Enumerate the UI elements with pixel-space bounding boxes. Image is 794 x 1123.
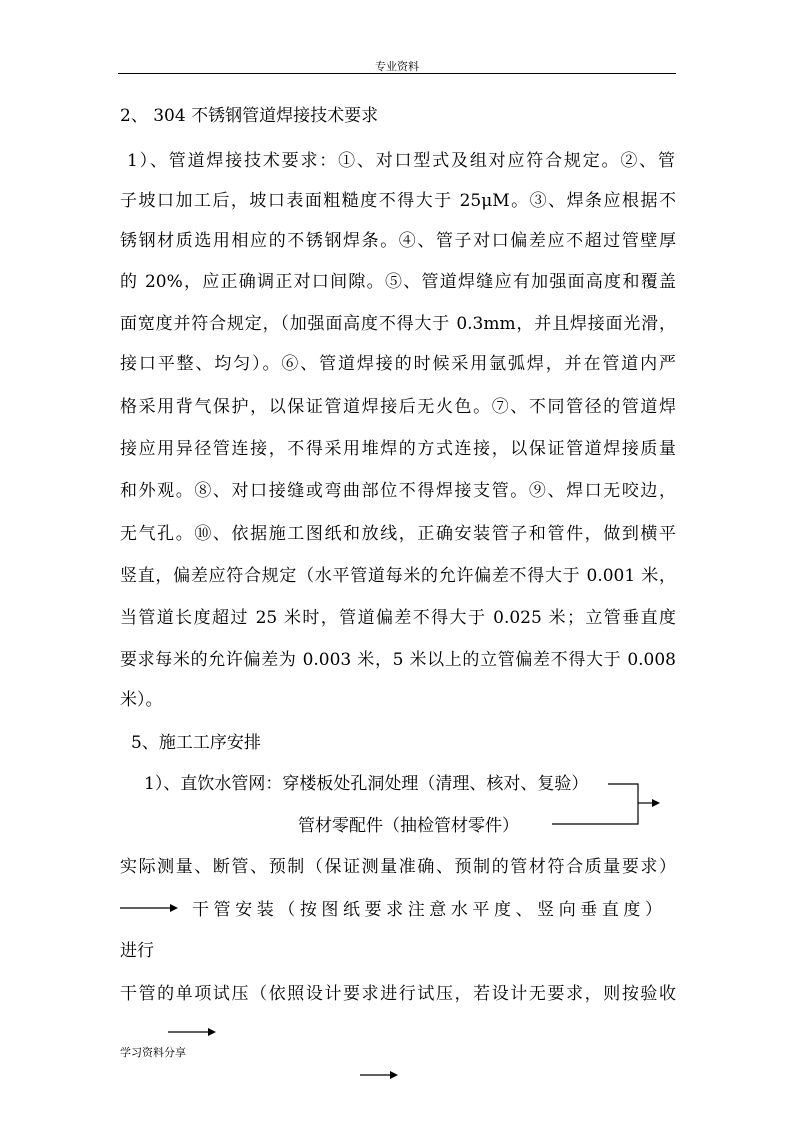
section-5-heading: 5、施工工序安排 bbox=[131, 733, 261, 753]
body-line-14: 米）。 bbox=[120, 690, 163, 710]
bracket-connector bbox=[552, 784, 638, 824]
body-line-1: 1）、管道焊接技术要求：①、对口型式及组对应符合规定。②、管 bbox=[127, 151, 675, 171]
flow-step-1: 1）、直饮水管网：穿楼板处孔洞处理（清理、核对、复验） bbox=[144, 774, 589, 794]
body-line-4: 的 20%，应正确调正对口间隙。⑤、管道焊缝应有加强面高度和覆盖 bbox=[120, 272, 676, 292]
body-line-5: 面宽度并符合规定，（加强面高度不得大于 0.3mm，并且焊接面光滑， bbox=[120, 314, 676, 334]
arrow-bottom-head bbox=[390, 1071, 398, 1079]
body-line-7: 格采用背气保护，以保证管道焊接后无火色。⑦、不同管径的管道焊 bbox=[120, 397, 676, 417]
flow-step-4-continued: 进行 bbox=[120, 941, 154, 961]
body-line-10: 无气孔。⑩、依据施工图纸和放线，正确安装管子和管件，做到横平 bbox=[120, 524, 676, 544]
flow-step-5: 干管的单项试压（依照设计要求进行试压，若设计无要求，则按验收 bbox=[120, 984, 676, 1004]
flow-step-2: 管材零配件（抽检管材零件） bbox=[298, 816, 519, 836]
body-line-9: 和外观。⑧、对口接缝或弯曲部位不得焊接支管。⑨、焊口无咬边， bbox=[120, 481, 676, 501]
page-footer: 学习资料分享 bbox=[120, 1046, 186, 1059]
arrow-to-step-3-head bbox=[652, 799, 660, 807]
arrow-to-step-5-head bbox=[208, 1028, 216, 1036]
flow-step-4: 干管安装（按图纸要求注意水平度、竖向垂直度） bbox=[192, 900, 662, 920]
body-line-2: 子坡口加工后，坡口表面粗糙度不得大于 25μM。③、焊条应根据不 bbox=[120, 191, 676, 211]
page-header: 专业资料 bbox=[375, 60, 419, 73]
body-line-13: 要求每米的允许偏差为 0.003 米，5 米以上的立管偏差不得大于 0.008 bbox=[120, 650, 676, 670]
body-line-3: 锈钢材质选用相应的不锈钢焊条。④、管子对口偏差应不超过管壁厚 bbox=[120, 231, 676, 251]
body-line-6: 接口平整、均匀）。⑥、管道焊接的时候采用氩弧焊，并在管道内严 bbox=[120, 354, 676, 374]
body-line-8: 接应用异径管连接，不得采用堆焊的方式连接，以保证管道焊接质量 bbox=[120, 439, 676, 459]
flow-step-3: 实际测量、断管、预制（保证测量准确、预制的管材符合质量要求） bbox=[120, 857, 676, 877]
section-2-heading: 2、 304 不锈钢管道焊接技术要求 bbox=[120, 106, 379, 126]
arrow-to-step-4-head bbox=[170, 904, 178, 912]
body-line-11: 竖直，偏差应符合规定（水平管道每米的允许偏差不得大于 0.001 米， bbox=[120, 566, 676, 586]
body-line-12: 当管道长度超过 25 米时，管道偏差不得大于 0.025 米；立管垂直度 bbox=[120, 608, 676, 628]
